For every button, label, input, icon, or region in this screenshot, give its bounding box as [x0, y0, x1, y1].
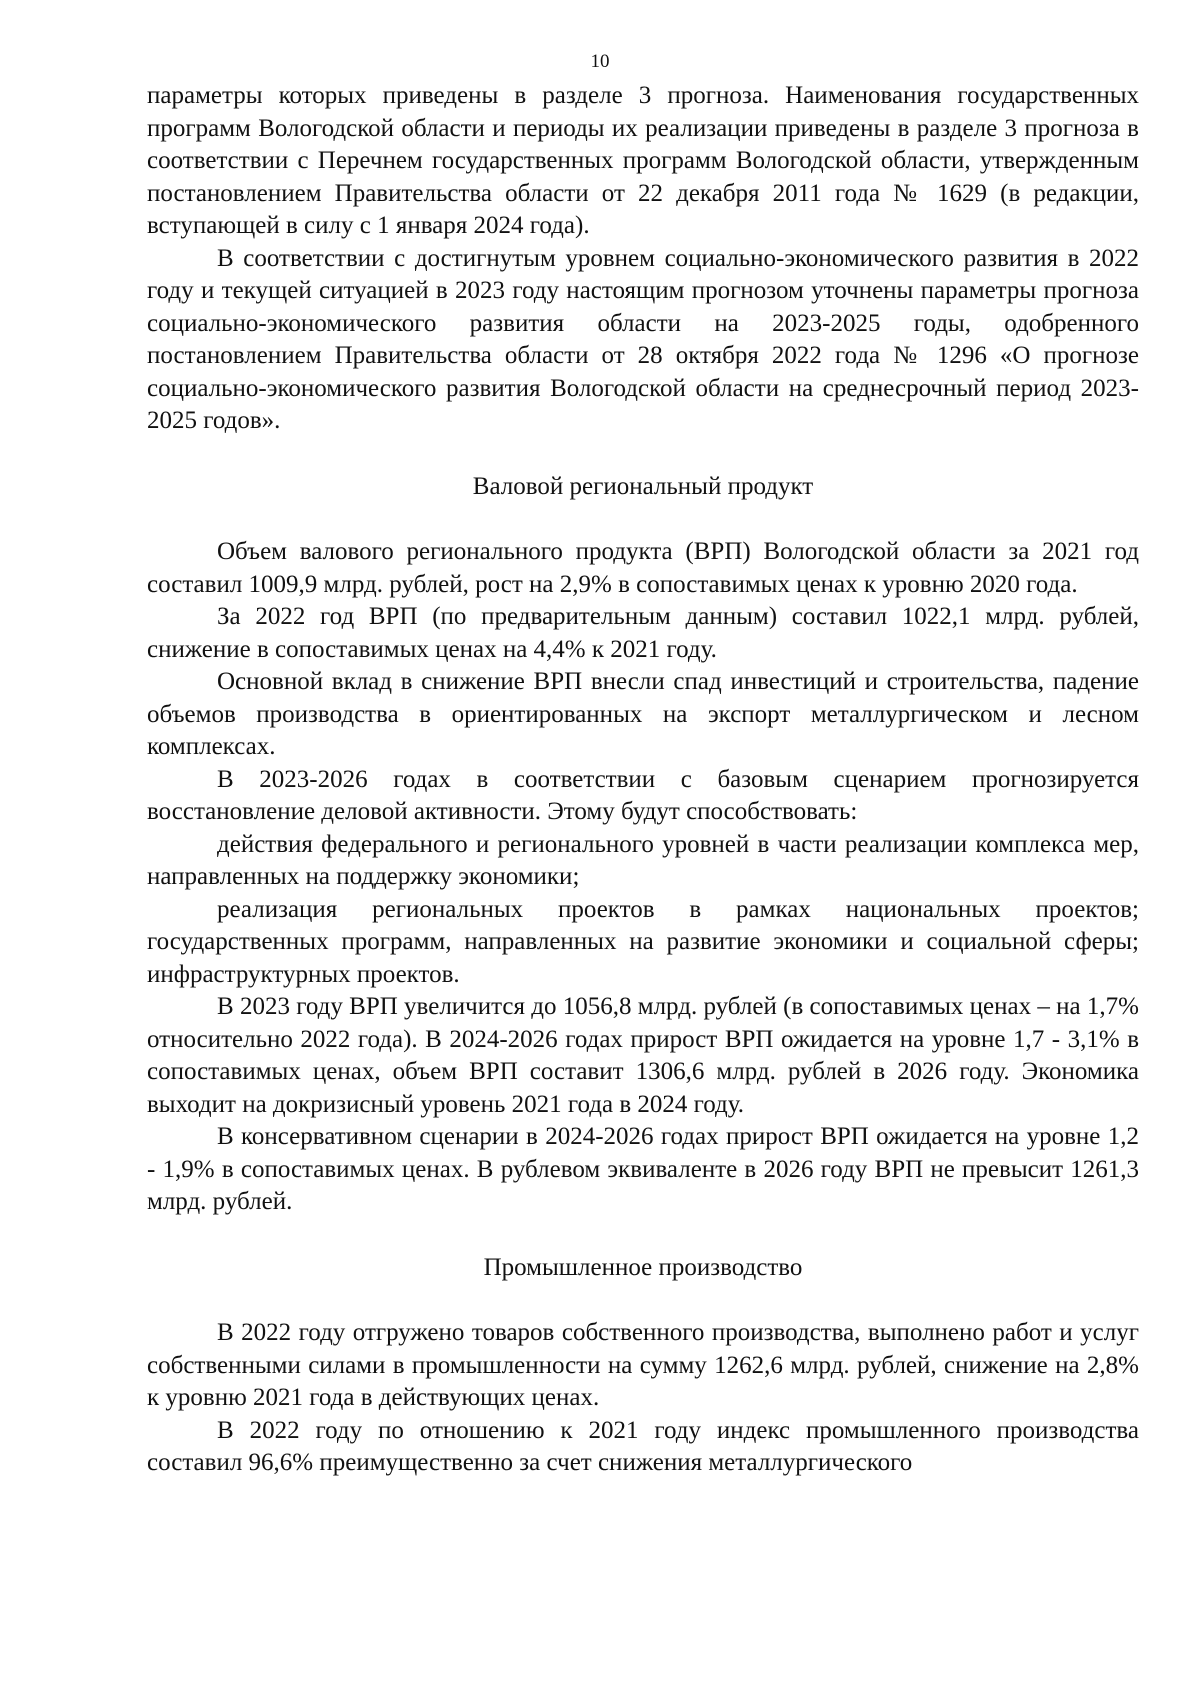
paragraph: В консервативном сценарии в 2024-2026 годах прирост ВРП ожидается на уровне 1,2 - 1,9% в сопоставимых ценах. В рублевом эквиваленте в 2026 году ВРП не превысит 1261,3 млрд. рублей. — [147, 1123, 1139, 1215]
paragraph: В соответствии с достигнутым уровнем социально-экономического развития в 2022 году и текущей ситуацией в 2023 году настоящим прогнозом уточнены параметры прогноза социально-экономического развития области на 2023-2025 годы, одобренного постановлением Правительства области от 28 октября 2022 года № 1296 «О прогнозе социально-экономического развития Вологодской области на среднесрочный период 2023-2025 годов». — [147, 244, 1139, 434]
paragraph: реализация региональных проектов в рамках национальных проектов; государственных программ, направленных на развитие экономики и социальной сферы; инфраструктурных проектов. — [147, 895, 1139, 988]
paragraph: В 2022 году отгружено товаров собственного производства, выполнено работ и услуг собственными силами в промышленности на сумму 1262,6 млрд. рублей, снижение на 2,8% к уровню 2021 года в действующих ценах. — [147, 1319, 1139, 1411]
paragraph: За 2022 год ВРП (по предварительным данным) составил 1022,1 млрд. рублей, снижение в сопоставимых ценах на 4,4% к 2021 году. — [147, 603, 1139, 663]
paragraph: Основной вклад в снижение ВРП внесли спад инвестиций и строительства, падение объемов производства в ориентированных на экспорт металлургическом и лесном комплексах. — [147, 668, 1139, 760]
document-body — [147, 80, 1139, 1480]
paragraph: В 2023-2026 годах в соответствии с базовым сценарием прогнозируется восстановление деловой активности. Этому будут способствовать: — [147, 765, 1139, 825]
paragraph: Объем валового регионального продукта (ВРП) Вологодской области за 2021 год составил 1009,9 млрд. рублей, рост на 2,9% в сопоставимых ценах к уровню 2020 года. — [147, 538, 1139, 598]
section-title-grp: Валовой региональный продукт — [472, 472, 814, 500]
paragraph: параметры которых приведены в разделе 3 прогноза. Наименования государственных программ Вологодской области и периоды их реализации приведены в разделе 3 прогноза в соответствии с Перечнем государственных программ Вологодской области, утвержденным постановлением Правительства области от 22 декабря 2011 года № 1629 (в редакции, вступающей в силу с 1 января 2024 года). — [147, 82, 1139, 239]
paragraph: В 2023 году ВРП увеличится до 1056,8 млрд. рублей (в сопоставимых ценах – на 1,7% относительно 2022 года). В 2024-2026 годах прирост ВРП ожидается на уровне 1,7 - 3,1% в сопоставимых ценах, объем ВРП составит 1306,6 млрд. рублей в 2026 году. Экономика выходит на докризисный уровень 2021 года в 2024 году. — [147, 993, 1139, 1118]
paragraph: действия федерального и регионального уровней в части реализации комплекса мер, направленных на поддержку экономики; — [147, 830, 1139, 890]
paragraph: В 2022 году по отношению к 2021 году индекс промышленного производства составил 96,6% преимущественно за счет снижения металлургического — [147, 1416, 1139, 1476]
section-title-industry: Промышленное производство — [483, 1253, 803, 1281]
page-number: 10 — [590, 51, 610, 72]
